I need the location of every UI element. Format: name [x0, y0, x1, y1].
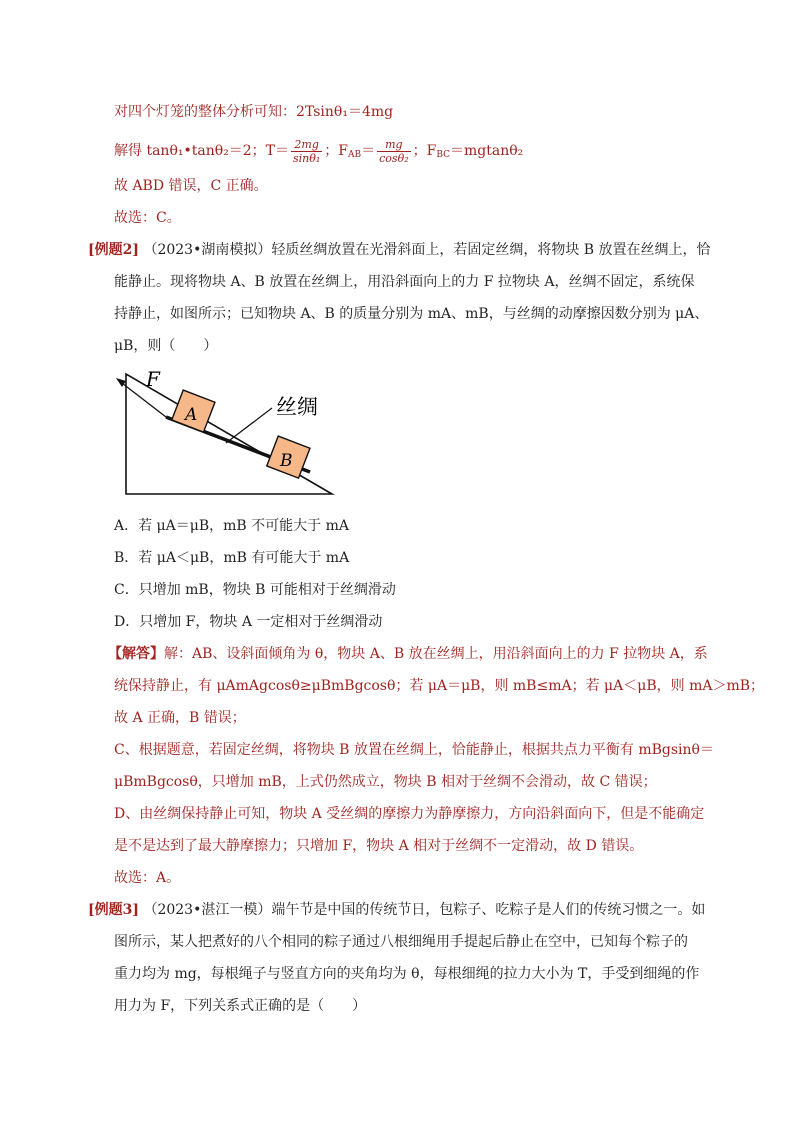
silk-label: 丝绸 — [276, 395, 318, 419]
solution-line1: 【解答】解：AB、设斜面倾角为 θ，物块 A、B 放在丝绸上，用沿斜面向上的力 F 拉物块 A，系 — [108, 646, 708, 662]
option-b: B．若 μA＜μB，mB 有可能大于 mA — [114, 550, 350, 566]
example3-line4: 用力为 F，下列关系式正确的是（ ） — [114, 998, 367, 1014]
option-a: A．若 μA＝μB，mB 不可能大于 mA — [114, 518, 350, 534]
prev-solution-line2: 解得 tanθ₁•tanθ₂＝2；T＝ $\frac{2mg}{\text{sinθ₁}}$ ；$F_{AB}=$ $\frac{mg}{\text{cosθ₂}}$ ；$F_{BC}=mgtan\theta_2$ — [114, 137, 524, 165]
solution-tag: 【解答】 — [108, 646, 164, 662]
example2-line1: [例题2] （2023•湖南模拟）轻质丝绸放置在光滑斜面上，若固定丝绸，将物块 B 放置在丝绸上，恰 — [88, 242, 711, 258]
force-label: F — [146, 367, 160, 391]
silk-pointer — [226, 408, 272, 443]
solution-line5: μBmBgcosθ，只增加 mB，上式仍然成立，物块 B 相对于丝绸不会滑动，故 C 错误； — [114, 774, 657, 790]
example2-line3: 持静止，如图所示；已知物块 A、B 的质量分别为 mA、mB，与丝绸的动摩擦因数分别为 μA、 — [114, 306, 709, 322]
example2-line2: 能静止。现将物块 A、B 放置在丝绸上，用沿斜面向上的力 F 拉物块 A，丝绸不固定，系统保 — [114, 274, 695, 290]
example2-label: [例题2] — [88, 242, 139, 258]
prev-solution-line1: 对四个灯笼的整体分析可知：2Tsinθ₁＝4mg — [114, 104, 394, 120]
incline-figure — [110, 360, 340, 500]
example3-line2: 图所示，某人把煮好的八个相同的粽子通过八根细绳用手提起后静止在空中，已知每个粽子的 — [114, 934, 688, 950]
fraction-t: $\frac{2mg}{\text{sinθ₁}}$ — [293, 137, 321, 165]
block-a-label: A — [185, 405, 198, 425]
solution-line7: 是不是达到了最大静摩擦力；只增加 F，物块 A 相对于丝绸不一定滑动，故 D 错误。 — [114, 838, 644, 854]
option-c: C．只增加 mB，物块 B 可能相对于丝绸滑动 — [114, 582, 396, 598]
example2-line4: μB，则（ ） — [114, 338, 218, 354]
option-d: D．只增加 F，物块 A 一定相对于丝绸滑动 — [114, 614, 383, 630]
solution-line4: C、根据题意，若固定丝绸，将物块 B 放置在丝绸上，恰能静止，根据共点力平衡有 mBgsinθ＝ — [114, 742, 714, 758]
example3-line3: 重力均为 mg，每根绳子与竖直方向的夹角均为 θ，每根细绳的拉力大小为 T，手受到细绳的作 — [114, 966, 700, 982]
example3-label: [例题3] — [88, 902, 139, 918]
fraction-fab: $\frac{mg}{\text{cosθ₂}}$ — [379, 137, 409, 165]
solution-line2: 统保持静止，有 μAmAgcosθ≥μBmBgcosθ；若 μA＝μB，则 mB≤mA；若 μA＜μB，则 mA＞mB； — [114, 678, 765, 694]
solution-line6: D、由丝绸保持静止可知，物块 A 受丝绸的摩擦力为静摩擦力，方向沿斜面向下，但是不能确定 — [114, 806, 705, 822]
solution-answer: 故选：A。 — [114, 870, 181, 886]
block-b-label: B — [280, 451, 293, 471]
example3-line1: [例题3] （2023•湛江一模）端午节是中国的传统节日，包粽子、吃粽子是人们的传统习惯之一。如 — [88, 902, 706, 918]
prev-solution-answer: 故选：C。 — [114, 210, 181, 226]
prev-solution-line3: 故 ABD 错误，C 正确。 — [114, 178, 268, 194]
solution-line3: 故 A 正确，B 错误； — [114, 710, 246, 726]
incline-triangle — [126, 374, 332, 494]
